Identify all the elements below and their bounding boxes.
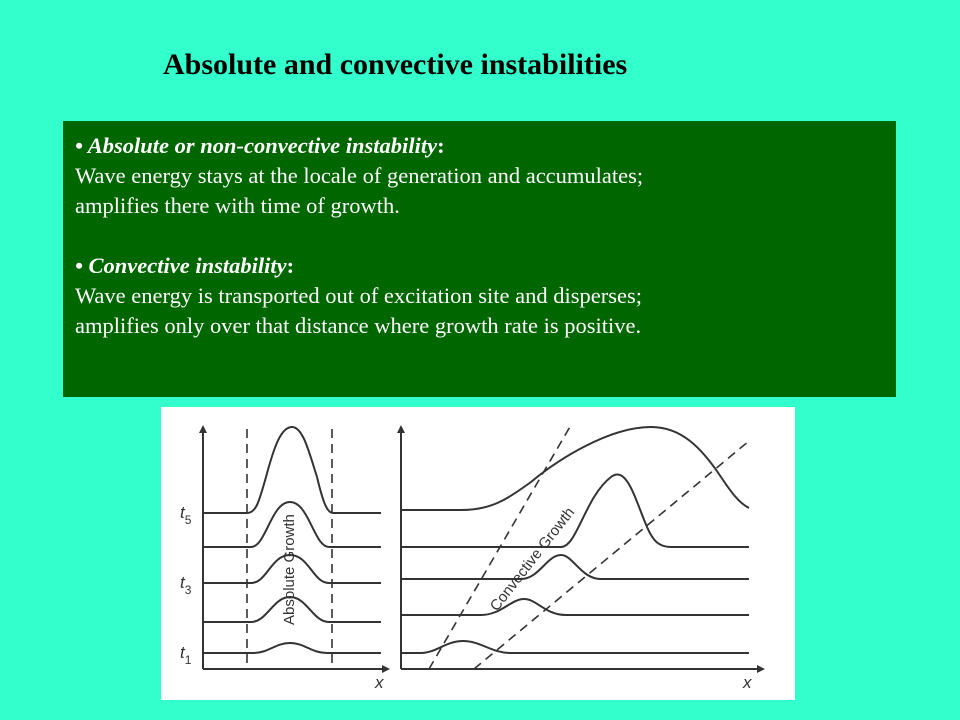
trailing-characteristic-dashed: [474, 441, 749, 669]
right-x-label: x: [743, 673, 752, 692]
colon: :: [437, 133, 445, 158]
convective-heading-text: Convective instability: [88, 253, 287, 278]
convective-growth-panel: [401, 425, 761, 669]
wave-c2: [401, 599, 749, 615]
wave-t5: [203, 427, 381, 513]
slide-title: Absolute and convective instabilities: [163, 48, 628, 81]
t3-label: $t_3$: [180, 573, 192, 597]
colon: :: [286, 253, 295, 278]
time-labels: [180, 503, 192, 667]
bullet: •: [75, 133, 83, 158]
absolute-instability-heading: [75, 131, 886, 161]
wave-c3: [401, 555, 749, 579]
left-x-label: x: [375, 673, 384, 692]
convective-line-2: amplifies only over that distance where growth rate is positive.: [75, 313, 642, 338]
absolute-growth-label: Absolute Growth: [281, 514, 298, 625]
absolute-line-2: amplifies there with time of growth.: [75, 193, 400, 218]
wave-t1: [203, 643, 381, 653]
t1-label: $t_1$: [180, 643, 192, 667]
convective-growth-label: Convective Growth: [486, 504, 579, 615]
bullet: •: [75, 253, 83, 278]
convective-line-1: Wave energy is transported out of excitation site and disperses;: [75, 283, 642, 308]
t5-label: $t_5$: [180, 503, 192, 527]
convective-instability-heading: [75, 251, 886, 281]
wave-c5: [401, 427, 749, 510]
instability-figure: [161, 407, 795, 700]
absolute-line-1: Wave energy stays at the locale of generation and accumulates;: [75, 163, 644, 188]
wave-c1: [401, 641, 749, 653]
definitions-box: [63, 121, 896, 397]
absolute-heading-text: Absolute or non-convective instability: [87, 133, 438, 158]
